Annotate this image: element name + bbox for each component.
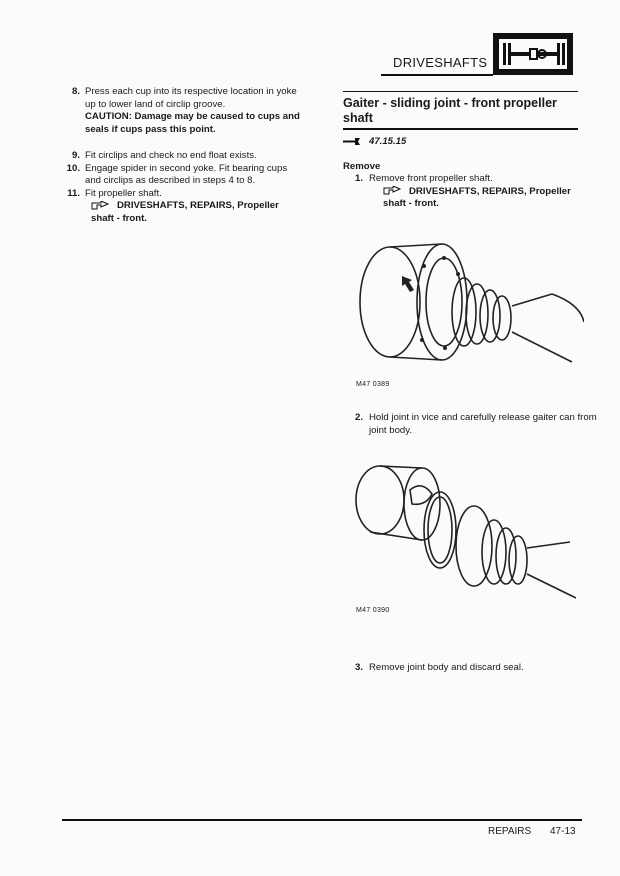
step-text: Press each cup into its respective location in yoke up to lower land of circlip groove. bbox=[85, 86, 297, 110]
figure-label: M47 0390 bbox=[356, 607, 390, 614]
title-bottom-rule bbox=[343, 128, 578, 130]
step-text: Fit circlips and check no end float exists. bbox=[85, 150, 257, 161]
step-10 bbox=[62, 163, 302, 188]
step-number: 1. bbox=[354, 173, 363, 184]
step-number: 2. bbox=[354, 412, 363, 423]
step-text: Hold joint in vice and carefully release gaiter can from joint body. bbox=[369, 412, 597, 436]
driveshaft-logo-icon bbox=[493, 33, 573, 75]
step-text: Remove joint body and discard seal. bbox=[369, 662, 524, 673]
page-number: 47-13 bbox=[550, 826, 576, 837]
step-11 bbox=[62, 188, 302, 226]
step-text: Fit propeller shaft. bbox=[85, 187, 162, 199]
header-rule bbox=[381, 74, 493, 76]
step-number: 9. bbox=[71, 150, 80, 161]
footer-rule bbox=[62, 819, 582, 821]
step-number: 11. bbox=[67, 187, 80, 199]
joint-illustration-1 bbox=[352, 232, 584, 382]
figure-label: M47 0389 bbox=[356, 381, 390, 388]
step-number: 10. bbox=[66, 162, 80, 174]
step-text: Engage spider in second yoke. Fit bearing cups and circlips as described in steps 4 to 8. bbox=[85, 162, 288, 186]
step-number: 8. bbox=[71, 86, 80, 97]
pointing-hand-icon bbox=[383, 186, 401, 195]
title-top-rule bbox=[343, 91, 578, 92]
right-step-1 bbox=[343, 173, 583, 211]
operation-number-text: 47.15.15 bbox=[369, 136, 407, 147]
step-9 bbox=[62, 150, 302, 163]
spanner-icon bbox=[343, 137, 361, 146]
step-number: 3. bbox=[354, 662, 363, 673]
remove-heading: Remove bbox=[343, 160, 381, 172]
procedure-title: Gaiter - sliding joint - front propeller shaft bbox=[343, 96, 557, 125]
right-column bbox=[343, 136, 583, 211]
operation-number bbox=[343, 136, 583, 149]
joint-illustration-2 bbox=[352, 460, 584, 610]
left-column bbox=[62, 86, 302, 225]
right-step-2 bbox=[343, 412, 609, 437]
cross-reference-link[interactable]: DRIVESHAFTS, REPAIRS, Propeller shaft - front. bbox=[383, 185, 571, 209]
caution-note: CAUTION: Damage may be caused to cups and seals if cups pass this point. bbox=[85, 111, 300, 135]
right-step-3 bbox=[343, 662, 609, 675]
section-header-title: DRIVESHAFTS bbox=[393, 55, 488, 70]
step-text: Remove front propeller shaft. bbox=[369, 173, 493, 184]
footer-section: REPAIRS bbox=[488, 826, 532, 837]
pointing-hand-icon bbox=[91, 201, 109, 210]
cross-reference-link[interactable]: DRIVESHAFTS, REPAIRS, Propeller shaft - front. bbox=[91, 200, 279, 224]
step-8 bbox=[62, 86, 302, 136]
